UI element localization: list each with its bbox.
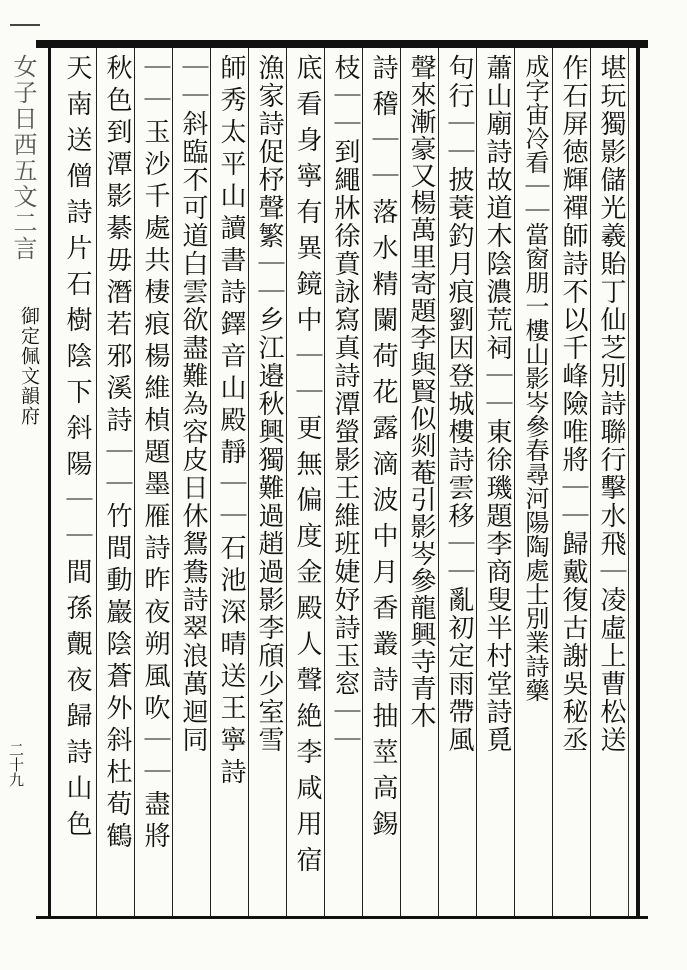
- text-column-5: 句行｜｜披蓑釣月痕劉因登城樓詩雲移｜｜亂初定雨帶風: [444, 54, 474, 754]
- text-column-3: 成字宙冷看｜｜當窗朋一樓山影岑參春尋河陽陶處士別業詩藥: [521, 54, 549, 702]
- frame-top-border: [36, 40, 648, 48]
- sidebar-faded-text: 女子日西五文二言: [9, 54, 37, 262]
- text-column-6: 聲來漸豪又楊萬里寄題李與賢似剡菴引影岑參龍興寺青木: [406, 54, 436, 729]
- text-column-15: 天南送僧詩片石樹陰下斜陽｜｜間孫覿夜歸詩山色: [62, 54, 92, 846]
- frame-right-border: [636, 40, 640, 919]
- text-column-7: 詩稽｜｜落水精闌荷花露滴波中月香叢詩抽莖高錫: [368, 54, 398, 846]
- text-column-14: 秋色到潭影綦毋潛若邪溪詩｜｜竹間動巖陰蒼外斜杜荀鶴: [102, 54, 132, 854]
- text-column-9: 底看身寧有異鏡中｜｜更無偏度金殿人聲絶李咸用宿: [292, 54, 322, 882]
- column-rule: [96, 48, 97, 916]
- text-column-4: 蕭山廟詩故道木陰濃荒祠｜｜東徐璣題李商叟半村堂詩覓: [482, 54, 512, 754]
- text-column-8: 枝｜｜到繩牀徐賁詠寫真詩潭螢影王維班婕妤詩玉窓｜｜: [330, 54, 360, 754]
- page-number: 二十九: [7, 742, 25, 787]
- frame-bottom-border: [36, 916, 648, 919]
- text-column-10: 漁家詩促杼聲繁｜｜乡江邉秋興獨難過趙過影李頎少室雪: [254, 54, 284, 754]
- text-column-2: 作石屏徳輝禪師詩不以千峰險唯將｜｜歸戴復古謝吳秘丞: [558, 54, 588, 754]
- text-column-12: ｜｜斜臨不可道白雲欲盡難為容皮日休鴛鴦詩翠浪萬迴同: [178, 54, 208, 754]
- text-column-13: ｜｜玉沙千處共棲痕楊維楨題墨雁詩昨夜朔風吹｜｜盡將: [140, 54, 170, 854]
- text-column-1: 堪玩獨影儲光羲貽丁仙芝別詩聯行擊水飛｜凌虛上曹松送: [596, 54, 626, 754]
- text-column-11: 師秀太平山讀書詩鐸音山殿靜｜｜石池深晴送王寧詩: [216, 54, 246, 790]
- book-title: 御定佩文韻府: [18, 306, 40, 426]
- frame-left-border: [48, 48, 51, 919]
